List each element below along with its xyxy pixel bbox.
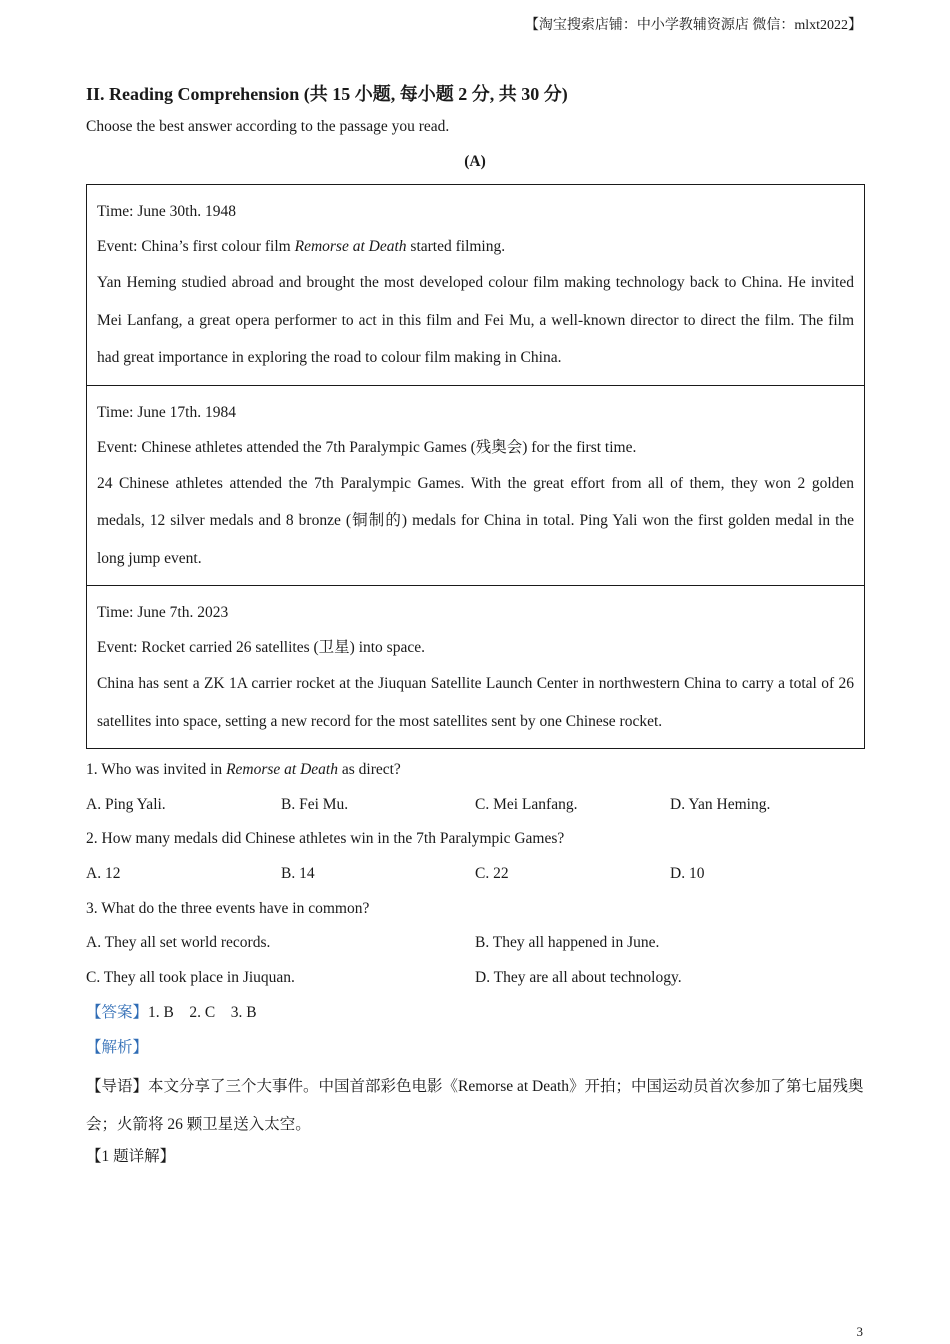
option-c: C. 22 <box>475 865 509 883</box>
questions-area <box>86 756 865 1178</box>
option-c: C. They all took place in Jiuquan. <box>86 969 295 987</box>
event-title <box>97 229 854 264</box>
answer-line <box>86 999 865 1034</box>
event-block-1948 <box>87 185 864 385</box>
film-title: Remorse at Death <box>294 238 407 255</box>
question-2-options <box>86 860 865 895</box>
event-title: Event: Chinese athletes attended the 7th Paralympic Games (残奥会) for the first time. <box>97 438 637 456</box>
question-3-options-row-1 <box>86 929 865 964</box>
event-block-1984 <box>87 385 864 586</box>
intro-paragraph: 【导语】本文分享了三个大事件。中国首部彩色电影《Remorse at Death》开拍；中国运动员首次参加了第七届残奥会；火箭将 26 颗卫星送入太空。 <box>86 1078 864 1133</box>
question-suffix: as direct? <box>337 761 401 778</box>
question-1-options <box>86 791 865 826</box>
event-description: China has sent a ZK 1A carrier rocket at the Jiuquan Satellite Launch Center in northwestern China to carry a total of 26 satellites into space, setting a new record for the most satellites sent by one Chinese rocket. <box>97 675 854 730</box>
option-d: D. 10 <box>670 865 705 883</box>
option-a: A. Ping Yali. <box>86 795 166 813</box>
question-2: 2. How many medals did Chinese athletes win in the 7th Paralympic Games? <box>86 830 565 848</box>
option-a: A. 12 <box>86 865 121 883</box>
option-d: D. Yan Heming. <box>670 795 771 813</box>
instruction: Choose the best answer according to the passage you read. <box>86 118 450 135</box>
analysis-label: 【解析】 <box>86 1038 149 1056</box>
event-title: Event: Rocket carried 26 satellites (卫星) into space. <box>97 639 425 656</box>
option-a: A. They all set world records. <box>86 934 271 952</box>
question-3: 3. What do the three events have in common? <box>86 899 370 917</box>
question-3-options-row-2 <box>86 964 865 999</box>
option-c: C. Mei Lanfang. <box>475 795 578 813</box>
question-1 <box>86 756 865 791</box>
detail-heading: 【1 题详解】 <box>86 1148 176 1166</box>
event-description: 24 Chinese athletes attended the 7th Paralympic Games. With the great effort from all of them, they won 2 golden medals, 12 silver medals and 8 bronze (铜制的) medals for China in total. Ping Yali won the first golden medal in the long jump event. <box>97 474 854 567</box>
event-table <box>86 184 865 749</box>
event-time: Time: June 30th. 1948 <box>97 203 236 220</box>
event-time: Time: June 7th. 2023 <box>97 604 229 621</box>
event-time: Time: June 17th. 1984 <box>97 403 236 421</box>
question-prefix: 1. Who was invited in <box>86 761 227 778</box>
event-block-2023 <box>87 585 864 748</box>
header-note: 【淘宝搜索店铺：中小学教辅资源店 微信：mlxt2022】 <box>524 18 862 33</box>
answer-label: 【答案】 <box>86 1003 149 1021</box>
event-description: Yan Heming studied abroad and brought the most developed colour film making technology back to China. He invited Mei Lanfang, a great opera performer to act in this film and Fei Mu, a well-known director to direct the film. The film had great importance in exploring the road to colour film making in China. <box>97 274 854 366</box>
event-title-suffix: started filming. <box>406 238 506 255</box>
page-number: 3 <box>856 1324 863 1339</box>
option-b: B. Fei Mu. <box>281 795 349 813</box>
option-b: B. 14 <box>281 865 315 883</box>
answer-text: 1. B 2. C 3. B <box>148 1003 257 1021</box>
event-title-prefix: Event: China’s first colour film <box>97 238 295 255</box>
passage-label: (A) <box>464 153 486 170</box>
question-italic: Remorse at Death <box>226 761 338 778</box>
section-title: II. Reading Comprehension (共 15 小题, 每小题 2 分, 共 30 分) <box>86 84 568 104</box>
option-d: D. They are all about technology. <box>475 969 682 987</box>
option-b: B. They all happened in June. <box>475 934 660 952</box>
